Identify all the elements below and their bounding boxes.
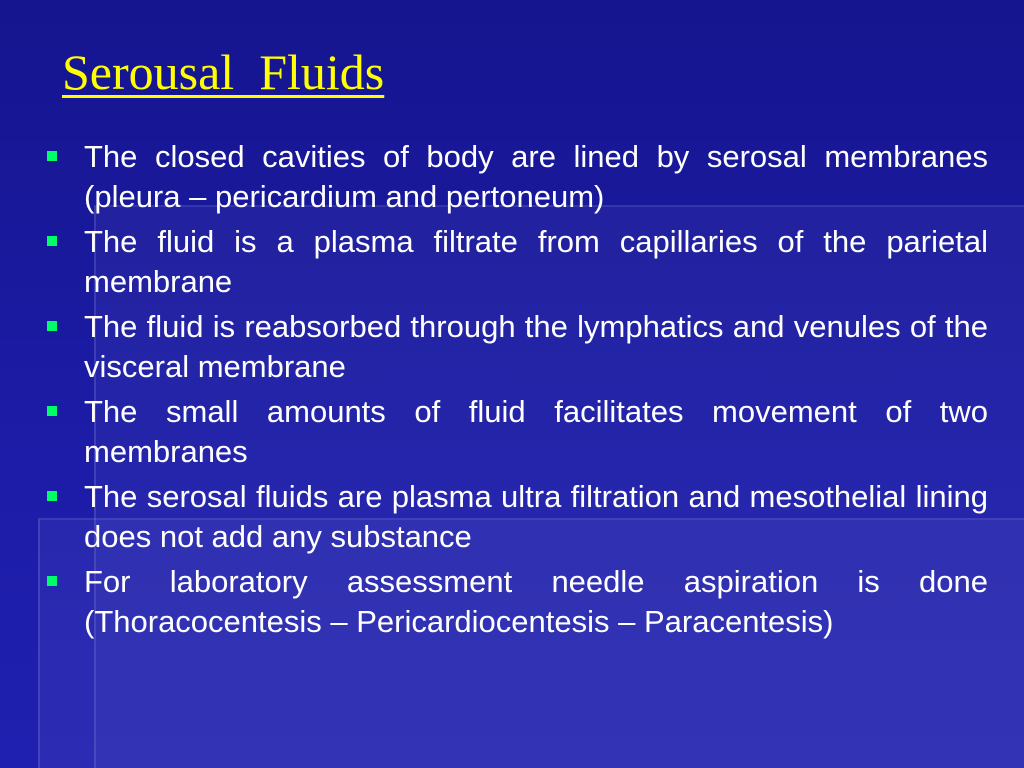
bullet-list [44,137,988,647]
bullet-item [44,562,988,642]
bullet-text: For laboratory assessment needle aspiration is done (Thoracocentesis – Pericardiocentesis – Paracentesis) [84,564,988,639]
bullet-text: The serosal fluids are plasma ultra filtration and mesothelial lining does not add any substance [84,479,988,554]
square-bullet-icon [47,236,57,246]
bullet-item [44,222,988,302]
square-bullet-icon [47,151,57,161]
square-bullet-icon [47,321,57,331]
square-bullet-icon [47,576,57,586]
bullet-text: The small amounts of fluid facilitates movement of two membranes [84,394,988,469]
bullet-text: The closed cavities of body are lined by serosal membranes (pleura – pericardium and pertoneum) [84,139,988,214]
square-bullet-icon [47,491,57,501]
bullet-item [44,477,988,557]
slide-title: Serousal Fluids [62,44,385,100]
bullet-text: The fluid is reabsorbed through the lymphatics and venules of the visceral membrane [84,309,988,384]
bullet-item [44,307,988,387]
square-bullet-icon [47,406,57,416]
bullet-item [44,137,988,217]
bullet-text: The fluid is a plasma filtrate from capillaries of the parietal membrane [84,224,988,299]
bullet-item [44,392,988,472]
